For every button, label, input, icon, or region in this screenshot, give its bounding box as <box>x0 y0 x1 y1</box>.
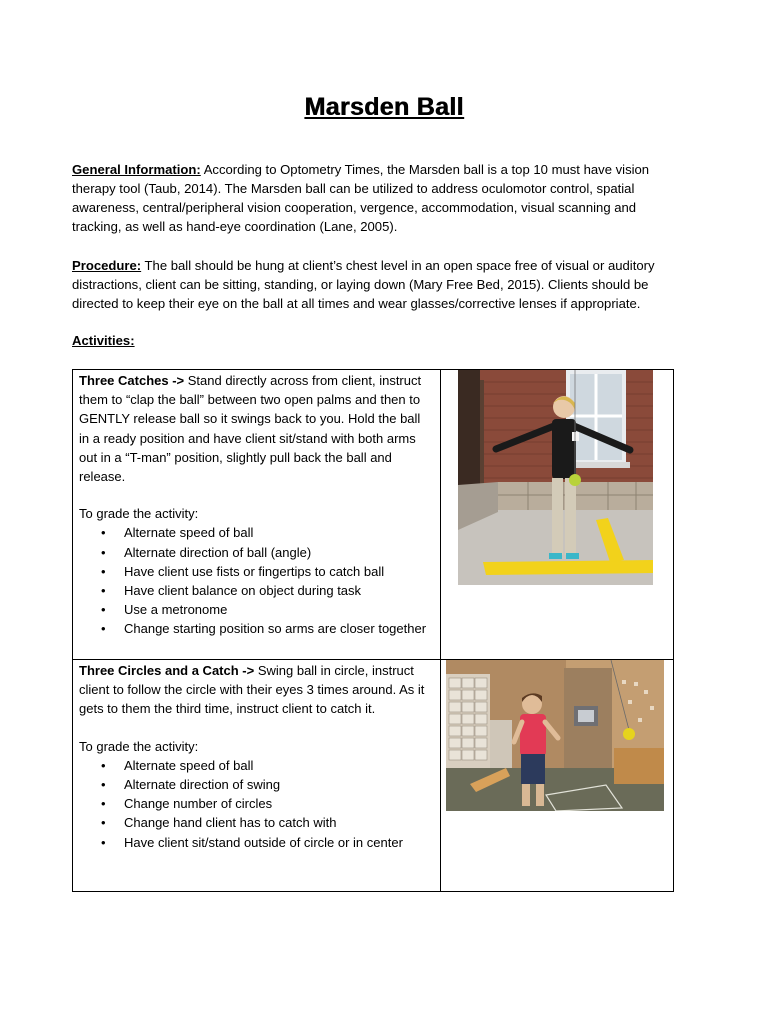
list-item: • Alternate direction of swing <box>124 775 434 794</box>
list-item: • Change starting position so arms are closer together <box>124 619 434 638</box>
activity-title: Three Catches -> <box>79 373 185 388</box>
grading-list <box>79 523 434 638</box>
grade-label: To grade the activity: <box>79 506 199 522</box>
list-item: • Have client balance on object during task <box>124 581 434 600</box>
activity-instructions: Swing ball in circle, instruct client to follow the circle with their eyes 3 times around. As it gets to them the third time, instruct client to catch it. <box>79 663 425 717</box>
activity-description-cell <box>73 660 441 892</box>
activities-heading: Activities: <box>72 333 135 348</box>
list-item: • Alternate speed of ball <box>124 756 434 775</box>
list-item: • Change hand client has to catch with <box>124 813 434 832</box>
activity-description <box>79 661 434 719</box>
activities-heading-line <box>72 331 688 350</box>
activity-photo-cell <box>441 660 674 892</box>
grade-label: To grade the activity: <box>79 738 199 754</box>
activity-description-cell <box>73 370 441 660</box>
list-item: • Alternate direction of ball (angle) <box>124 543 434 562</box>
list-item: • Alternate speed of ball <box>124 523 434 542</box>
activity-row <box>73 370 674 660</box>
procedure-heading: Procedure: <box>72 258 142 273</box>
general-information-text: According to Optometry Times, the Marsden ball is a top 10 must have vision therapy tool (Taub, 2014). The Marsden ball can be utilized to address oculomotor control, spatial awareness, central/peripheral vision cooperation, vergence, accommodation, visual scanning and tracking, as well as hand-eye coordination (Lane, 2005). <box>72 162 650 234</box>
activity-row <box>73 660 674 892</box>
activities-table <box>72 369 674 892</box>
general-information-heading: General Information: <box>72 162 201 177</box>
activity-title: Three Circles and a Catch -> <box>79 663 255 678</box>
activity-instructions: Stand directly across from client, instruct them to “clap the ball” between two open palms and then to GENTLY release ball so it swings back to you. Hold the ball in a ready position and have client sit/stand with both arms out in a “T-man” position, slightly pull back the ball and release. <box>79 373 422 485</box>
procedure-text: The ball should be hung at client’s chest level in an open space free of visual or auditory distractions, client can be sitting, standing, or laying down (Mary Free Bed, 2015). Clients should be directed to keep their eye on the ball at all times and wear glasses/corrective lenses if appropriate. <box>72 258 655 311</box>
general-information-paragraph <box>72 160 688 236</box>
grading-list <box>79 756 434 852</box>
activity-photo-cell <box>441 370 674 660</box>
activity-description <box>79 371 434 486</box>
list-item: • Have client sit/stand outside of circle or in center <box>124 833 434 852</box>
list-item: • Have client use fists or fingertips to catch ball <box>124 562 434 581</box>
three-catches-photo <box>458 370 653 585</box>
list-item: • Change number of circles <box>124 794 434 813</box>
procedure-paragraph <box>72 256 688 313</box>
page-title: Marsden Ball <box>304 93 464 121</box>
three-circles-photo <box>446 660 664 811</box>
list-item: • Use a metronome <box>124 600 434 619</box>
